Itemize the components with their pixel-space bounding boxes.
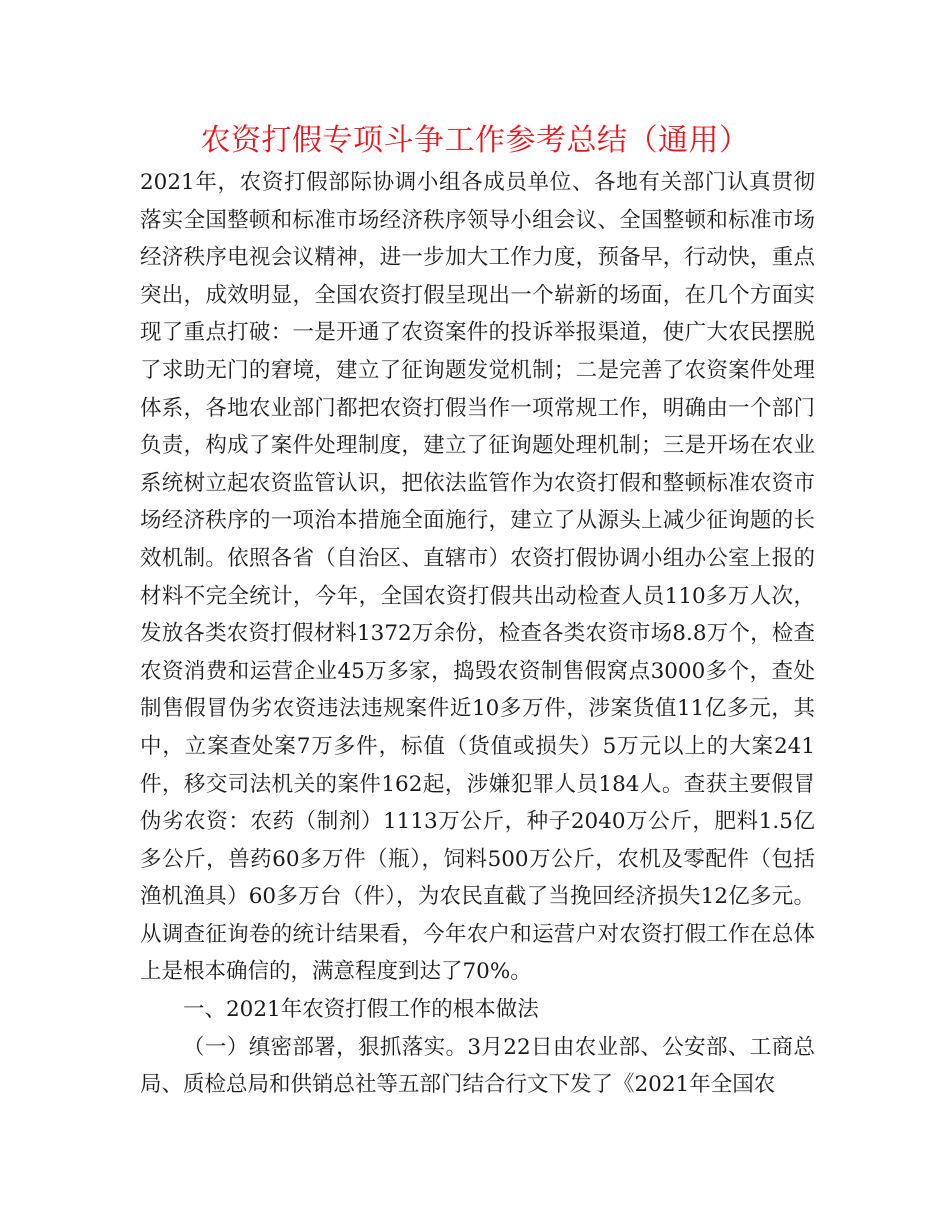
section-heading: 一、2021年农资打假工作的根本做法: [183, 997, 539, 1023]
subsection-paragraph: （一）缜密部署，狠抓落实。3月22日由农业部、公安部、工商总局、质检总局和供销总社等五部门结合行文下发了《2021年全国农: [140, 1034, 815, 1098]
document-title: 农资打假专项斗争工作参考总结（通用）: [200, 123, 750, 158]
document-body: [140, 164, 815, 1104]
summary-paragraph: 2021年，农资打假部际协调小组各成员单位、各地有关部门认真贯彻落实全国整顿和标准市场经济秩序领导小组会议、全国整顿和标准市场经济秩序电视会议精神，进一步加大工作力度，预备早，行动快，重点突出，成效明显，全国农资打假呈现出一个崭新的场面，在几个方面实现了重点打破：一是开通了农资案件的投诉举报渠道，使广大农民摆脱了求助无门的窘境，建立了征询题发觉机制；二是完善了农资案件处理体系，各地农业部门都把农资打假当作一项常规工作，明确由一个部门负责，构成了案件处理制度，建立了征询题处理机制；三是开场在农业系统树立起农资监管认识，把依法监管作为农资打假和整顿标准农资市场经济秩序的一项治本措施全面施行，建立了从源头上减少征询题的长效机制。依照各省（自治区、直辖市）农资打假协调小组办公室上报的材料不完全统计，今年，全国农资打假共出动检查人员110多万人次，发放各类农资打假材料1372万余份，检查各类农资市场8.8万个，检查农资消费和运营企业45万多家，捣毁农资制售假窝点3000多个，查处制售假冒伪劣农资违法违规案件近10多万件，涉案货值11亿多元，其中，立案查处案7万多件，标值（货值或损失）5万元以上的大案241件，移交司法机关的案件162起，涉嫌犯罪人员184人。查获主要假冒伪劣农资：农药（制剂）1113万公斤，种子2040万公斤，肥料1.5亿多公斤，兽药60多万件（瓶），饲料500万公斤，农机及零配件（包括渔机渔具）60多万台（件），为农民直截了当挽回经济损失12亿多元。从调查征询卷的统计结果看，今年农户和运营户对农资打假工作在总体上是根本确信的，满意程度到达了70%。: [140, 170, 815, 985]
